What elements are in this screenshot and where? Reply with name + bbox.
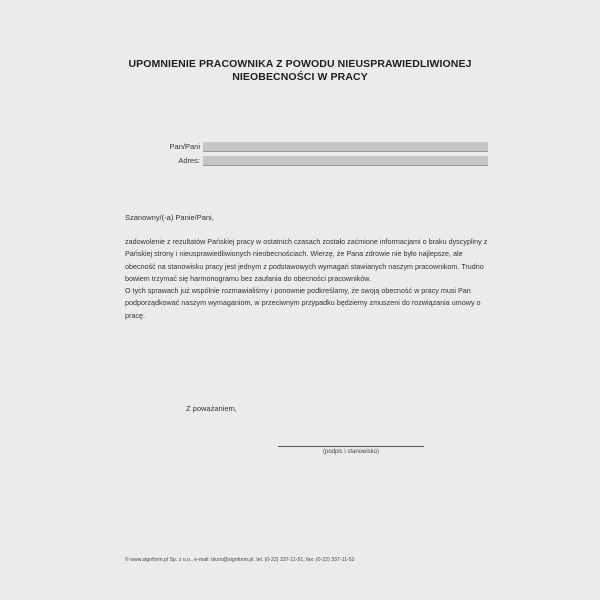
signature-line — [278, 446, 424, 447]
title-line-2: NIEOBECNOŚCI W PRACY — [232, 71, 368, 83]
signature-caption: (podpis i stanowisko) — [322, 449, 380, 455]
paragraph: O tych sprawach już wspólnie rozmawialiśmy i ponownie podkreślamy, że swoją obecność w pracy musi Pan podporządkować naszym wymaganiom, w przeciwnym przypadku będziemy zmuszeni do rozwiązania umowy o pracę. — [125, 286, 481, 320]
letter-body — [125, 236, 495, 322]
recipient-field[interactable] — [203, 142, 488, 152]
recipient-label: Pan/Pani — [169, 142, 200, 151]
closing: Z poważaniem, — [186, 404, 237, 413]
address-row — [0, 155, 600, 167]
address-label: Adres: — [178, 156, 200, 165]
recipient-row — [0, 141, 600, 153]
salutation: Szanowny/(-a) Panie/Pani, — [125, 213, 214, 222]
paragraph: zadowolenie z rezultatów Pańskiej pracy w ostatnich czasach zostało zaćmione informacjami o braku dyscypliny z Pańskiej strony i nieusprawiedliwionych nieobecnościach. Wierzę, że Pana zdrowie nie było najlepsze, ale obecność na stanowisku pracy jest jednym z podstawowych wymagań stawianych naszym pracownikom. Trudno bowiem trzymać się harmonogramu bez zaufania do obecności pracowników. — [125, 237, 488, 283]
address-field[interactable] — [203, 156, 488, 166]
footer-copyright: © www.signform.pl Sp. z o.o., e-mail: biuro@signform.pl, tel. (0-22) 337-11-51, fax: (0-22) 337-11-52 — [125, 557, 355, 563]
title-line-1: UPOMNIENIE PRACOWNIKA Z POWODU NIEUSPRAWIEDLIWIONEJ — [128, 58, 472, 70]
document-title — [0, 58, 600, 84]
